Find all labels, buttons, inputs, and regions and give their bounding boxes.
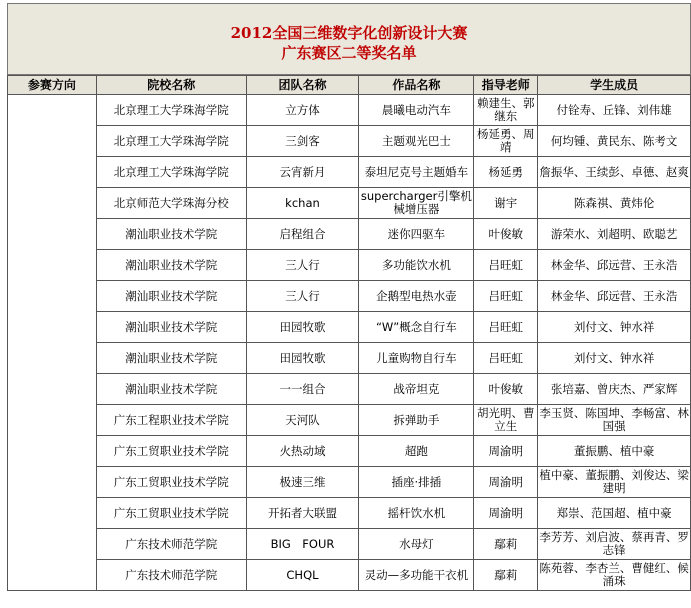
title-line-1: 2012全国三维数字化创新设计大赛: [230, 24, 468, 42]
cell-direction[interactable]: [8, 95, 97, 591]
cell-work[interactable]: 灵动—多功能干衣机: [359, 560, 474, 591]
cell-team[interactable]: 启程组合: [246, 219, 359, 250]
table-row: [8, 405, 691, 436]
table-row: [8, 529, 691, 560]
cell-school[interactable]: 广东技术师范学院: [96, 529, 246, 560]
cell-students[interactable]: 陈苑蓉、李杏兰、曹健红、候涌珠: [538, 560, 691, 591]
cell-students[interactable]: 张培嘉、曾庆杰、严家辉: [538, 374, 691, 405]
cell-team[interactable]: 三人行: [246, 281, 359, 312]
cell-work[interactable]: 拆弹助手: [359, 405, 474, 436]
header-students[interactable]: 学生成员: [538, 76, 691, 95]
cell-work[interactable]: “W”概念自行车: [359, 312, 474, 343]
cell-advisor[interactable]: 吕旺虹: [474, 281, 538, 312]
table-row: [8, 343, 691, 374]
award-table: [7, 75, 691, 591]
cell-students[interactable]: 林金华、邱远营、王永浩: [538, 250, 691, 281]
cell-school[interactable]: 北京师范大学珠海分校: [96, 188, 246, 219]
table-row: [8, 95, 691, 126]
table-row: [8, 498, 691, 529]
cell-students[interactable]: 董振鹏、植中豪: [538, 436, 691, 467]
cell-advisor[interactable]: 鄢莉: [474, 560, 538, 591]
cell-students[interactable]: 刘付文、钟水祥: [538, 343, 691, 374]
cell-advisor[interactable]: 吕旺虹: [474, 312, 538, 343]
table-row: [8, 250, 691, 281]
cell-school[interactable]: 潮汕职业技术学院: [96, 250, 246, 281]
cell-team[interactable]: 田园牧歌: [246, 343, 359, 374]
cell-school[interactable]: 潮汕职业技术学院: [96, 219, 246, 250]
cell-team[interactable]: 开拓者大联盟: [246, 498, 359, 529]
cell-work[interactable]: 主题观光巴士: [359, 126, 474, 157]
header-row: [8, 76, 691, 95]
cell-advisor[interactable]: 赖建生、郭继东: [474, 95, 538, 126]
cell-students[interactable]: 陈森祺、黄炜伦: [538, 188, 691, 219]
cell-work[interactable]: 迷你四驱车: [359, 219, 474, 250]
cell-students[interactable]: 付铨寿、丘锋、刘伟雄: [538, 95, 691, 126]
cell-school[interactable]: 广东技术师范学院: [96, 560, 246, 591]
cell-students[interactable]: 林金华、邱远营、王永浩: [538, 281, 691, 312]
cell-team[interactable]: 三人行: [246, 250, 359, 281]
cell-team[interactable]: CHQL: [246, 560, 359, 591]
cell-work[interactable]: 儿童购物自行车: [359, 343, 474, 374]
header-work[interactable]: 作品名称: [359, 76, 474, 95]
cell-work[interactable]: 战帝坦克: [359, 374, 474, 405]
cell-team[interactable]: kchan: [246, 188, 359, 219]
cell-advisor[interactable]: 胡光明、曹立生: [474, 405, 538, 436]
cell-advisor[interactable]: 杨延勇、周靖: [474, 126, 538, 157]
cell-advisor[interactable]: 杨延勇: [474, 157, 538, 188]
cell-work[interactable]: 企鹅型电热水壶: [359, 281, 474, 312]
cell-advisor[interactable]: 叶俊敏: [474, 374, 538, 405]
cell-work[interactable]: supercharger引擎机械增压器: [359, 188, 474, 219]
table-row: [8, 312, 691, 343]
cell-school[interactable]: 广东工程职业技术学院: [96, 405, 246, 436]
cell-team[interactable]: 田园牧歌: [246, 312, 359, 343]
cell-work[interactable]: 水母灯: [359, 529, 474, 560]
cell-team[interactable]: 三剑客: [246, 126, 359, 157]
cell-students[interactable]: 郑崇、范国超、植中豪: [538, 498, 691, 529]
cell-school[interactable]: 广东工贸职业技术学院: [96, 498, 246, 529]
cell-school[interactable]: 潮汕职业技术学院: [96, 281, 246, 312]
cell-students[interactable]: 李玉贤、陈国坤、李畅富、林国强: [538, 405, 691, 436]
cell-advisor[interactable]: 周渝明: [474, 498, 538, 529]
header-advisor[interactable]: 指导老师: [474, 76, 538, 95]
cell-students[interactable]: 何均锺、黄民东、陈考文: [538, 126, 691, 157]
cell-advisor[interactable]: 周渝明: [474, 436, 538, 467]
table-row: [8, 436, 691, 467]
cell-school[interactable]: 潮汕职业技术学院: [96, 312, 246, 343]
cell-team[interactable]: 天河队: [246, 405, 359, 436]
cell-school[interactable]: 潮汕职业技术学院: [96, 343, 246, 374]
cell-students[interactable]: 詹振华、王续彭、卓德、赵爽: [538, 157, 691, 188]
cell-advisor[interactable]: 吕旺虹: [474, 343, 538, 374]
cell-school[interactable]: 广东工贸职业技术学院: [96, 467, 246, 498]
cell-school[interactable]: 潮汕职业技术学院: [96, 374, 246, 405]
table-row: [8, 157, 691, 188]
table-row: [8, 188, 691, 219]
cell-team[interactable]: 极速三维: [246, 467, 359, 498]
table-row: [8, 560, 691, 591]
cell-students[interactable]: 游荣水、刘超明、欧聪艺: [538, 219, 691, 250]
table-row: [8, 281, 691, 312]
cell-work[interactable]: 超跑: [359, 436, 474, 467]
cell-students[interactable]: 刘付文、钟水祥: [538, 312, 691, 343]
title-line-2: 广东赛区二等奖名单: [281, 44, 417, 62]
cell-school[interactable]: 广东工贸职业技术学院: [96, 436, 246, 467]
cell-school[interactable]: 北京理工大学珠海学院: [96, 126, 246, 157]
cell-advisor[interactable]: 吕旺虹: [474, 250, 538, 281]
cell-advisor[interactable]: 谢宇: [474, 188, 538, 219]
cell-school[interactable]: 北京理工大学珠海学院: [96, 157, 246, 188]
cell-advisor[interactable]: 叶俊敏: [474, 219, 538, 250]
cell-team[interactable]: 火热动域: [246, 436, 359, 467]
cell-team[interactable]: 云宵新月: [246, 157, 359, 188]
header-school[interactable]: 院校名称: [96, 76, 246, 95]
cell-work[interactable]: 泰坦尼克号主题婚车: [359, 157, 474, 188]
header-direction[interactable]: 参赛方向: [8, 76, 97, 95]
cell-work[interactable]: 晨曦电动汽车: [359, 95, 474, 126]
cell-students[interactable]: 植中豪、董振鹏、刘俊达、梁建明: [538, 467, 691, 498]
cell-advisor[interactable]: 周渝明: [474, 467, 538, 498]
table-row: [8, 374, 691, 405]
table-row: [8, 467, 691, 498]
cell-work[interactable]: 多功能饮水机: [359, 250, 474, 281]
cell-team[interactable]: 立方体: [246, 95, 359, 126]
title-banner: [7, 3, 691, 75]
cell-work[interactable]: 插座·排插: [359, 467, 474, 498]
header-team[interactable]: 团队名称: [246, 76, 359, 95]
table-row: [8, 126, 691, 157]
cell-team[interactable]: 一一组合: [246, 374, 359, 405]
cell-school[interactable]: 北京理工大学珠海学院: [96, 95, 246, 126]
cell-work[interactable]: 摇杆饮水机: [359, 498, 474, 529]
cell-students[interactable]: 李芳芳、刘启波、蔡再青、罗志锋: [538, 529, 691, 560]
row-header-gutter: [0, 75, 7, 608]
table-row: [8, 219, 691, 250]
cell-advisor[interactable]: 鄢莉: [474, 529, 538, 560]
cell-team[interactable]: BIG FOUR: [246, 529, 359, 560]
